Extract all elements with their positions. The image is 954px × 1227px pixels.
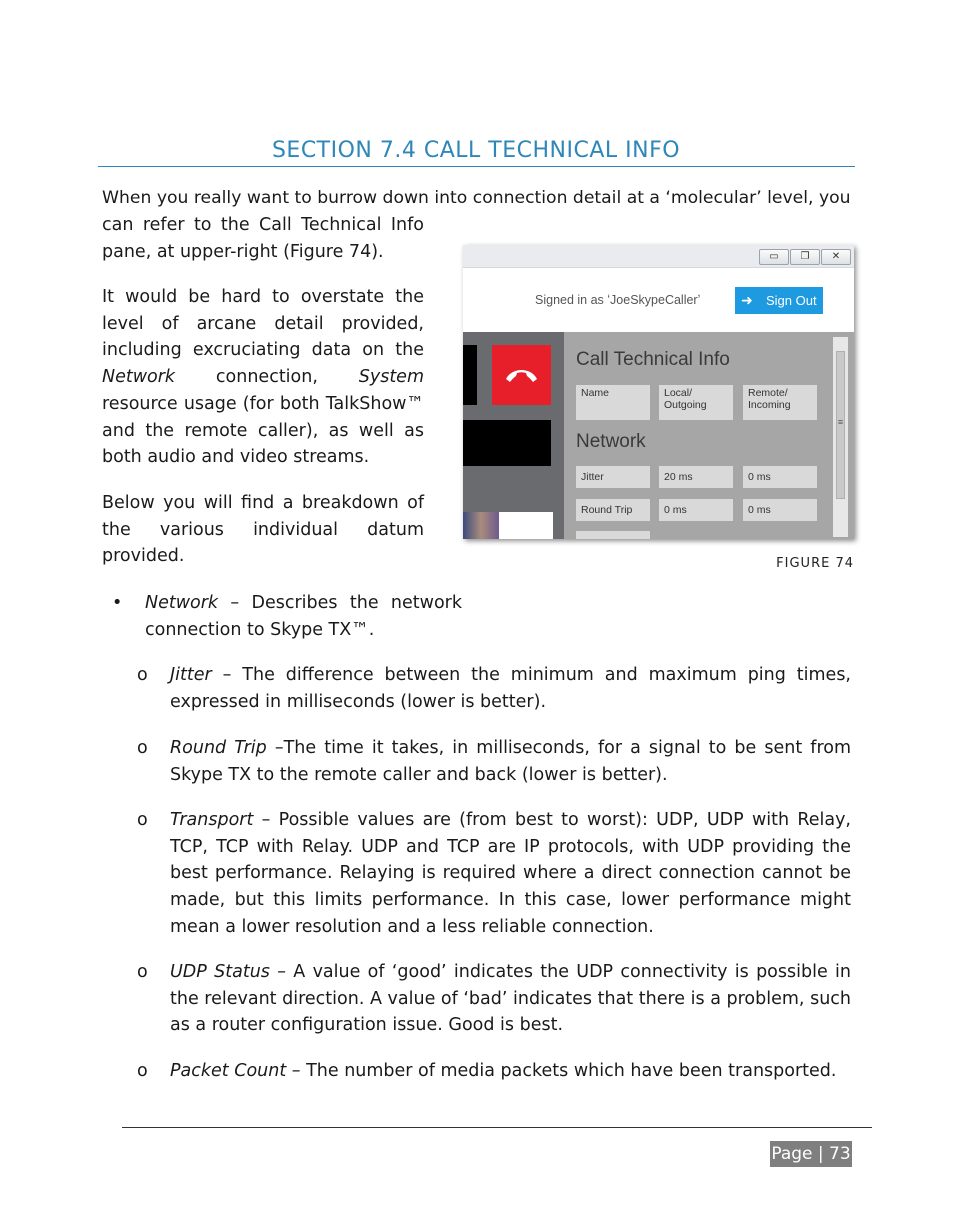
- row-partial-cell: [576, 531, 650, 539]
- call-technical-info-screenshot: [463, 245, 854, 539]
- row-partial-cell: [743, 531, 817, 539]
- packet-count-item: [170, 1058, 851, 1085]
- row-remote-cell: 0 ms: [743, 466, 817, 488]
- hang-up-button[interactable]: [492, 345, 551, 405]
- row-partial-cell: [659, 531, 733, 539]
- video-tile: [463, 345, 477, 405]
- video-tile: [463, 420, 551, 466]
- call-technical-info-panel: [564, 332, 854, 539]
- signed-in-label: Signed in as ʻJoeSkypeCallerʼ: [535, 293, 701, 307]
- transport-desc: – Possible values are (from best to worst): UDP, UDP with Relay, TCP, TCP with Relay. UDP and TCP are IP protocols, with UDP providing the best performance. Relaying is required where a direct connection cannot be made, but this limits performance. In this case, lower performance might mean a lower resolution and a less reliable connection.: [170, 810, 851, 937]
- sub-bullet-marker: o: [137, 665, 148, 685]
- restore-button[interactable]: [790, 249, 820, 265]
- network-term: Network: [102, 367, 176, 388]
- round-trip-desc: –The time it takes, in milliseconds, for a signal to be sent from Skype TX to the remote caller and back (lower is better).: [170, 738, 852, 785]
- network-bullet-desc: – Describes the network connection to Skype TX™.: [145, 593, 462, 640]
- network-bullet-term: Network: [145, 593, 219, 613]
- panel-title: Call Technical Info: [576, 349, 730, 370]
- detail-text-b: connection,: [175, 367, 359, 388]
- minimize-button[interactable]: [759, 249, 789, 265]
- row-name-cell: Jitter: [576, 466, 650, 488]
- transport-term: Transport: [170, 810, 254, 830]
- sign-out-icon: ➜: [741, 292, 753, 308]
- transport-item: [170, 807, 851, 941]
- row-local-cell: 20 ms: [659, 466, 733, 488]
- sub-bullet-marker: o: [137, 1061, 148, 1081]
- row-remote-cell: 0 ms: [743, 499, 817, 521]
- window-titlebar: [463, 245, 854, 268]
- video-thumbnail-image: [463, 512, 499, 539]
- figure-caption: FIGURE 74: [776, 556, 854, 571]
- close-icon: ✕: [831, 251, 841, 262]
- udp-status-item: [170, 959, 851, 1039]
- jitter-desc: – The difference between the minimum and maximum ping times, expressed in milliseconds (lower is better).: [170, 665, 851, 712]
- scrollbar-grip-icon: ≡: [837, 417, 844, 427]
- packet-count-desc: – The number of media packets which have been transported.: [286, 1061, 837, 1081]
- row-name-cell: Round Trip: [576, 499, 650, 521]
- panel-scrollbar[interactable]: [833, 337, 848, 537]
- restore-icon: ❐: [800, 251, 810, 262]
- jitter-item: [170, 662, 851, 715]
- bullet-marker: •: [112, 593, 123, 613]
- network-bullet-text: [145, 590, 462, 643]
- sub-bullet-marker: o: [137, 810, 148, 830]
- detail-text-c: resource usage (for both TalkShow™ and the remote caller), as well as both audio and video streams.: [102, 393, 424, 468]
- header-remote-cell: Remote/ Incoming: [743, 385, 817, 420]
- intro-line: When you really want to burrow down into connection detail at a ‘molecular’ level, you: [102, 188, 851, 208]
- heading-rule: [98, 166, 855, 167]
- footer-rule: [122, 1127, 872, 1128]
- jitter-term: Jitter: [170, 665, 212, 685]
- section-heading: SECTION 7.4 CALL TECHNICAL INFO: [271, 138, 681, 163]
- network-section-title: Network: [576, 431, 646, 452]
- page-number: Page | 73: [770, 1141, 852, 1167]
- breakdown-paragraph: Below you will find a breakdown of the various individual datum provided.: [102, 493, 424, 567]
- sub-bullet-marker: o: [137, 962, 148, 982]
- close-button[interactable]: [821, 249, 851, 265]
- sign-out-button[interactable]: [735, 287, 823, 314]
- row-local-cell: 0 ms: [659, 499, 733, 521]
- header-name-cell: Name: [576, 385, 650, 420]
- round-trip-item: [170, 735, 851, 788]
- round-trip-term: Round Trip: [170, 738, 267, 758]
- detail-text-a: It would be hard to overstate the level of arcane detail provided, including excruciating data on the: [102, 287, 424, 361]
- system-term: System: [358, 367, 424, 388]
- intro-paragraph: can refer to the Call Technical Info pane, at upper-right (Figure 74).: [102, 215, 424, 262]
- udp-status-term: UDP Status: [170, 962, 270, 982]
- minimize-icon: ▭: [769, 251, 779, 262]
- hang-up-icon: [492, 345, 551, 405]
- udp-status-desc: – A value of ‘good’ indicates the UDP connectivity is possible in the relevant direction. A value of ‘bad’ indicates that there is a problem, such as a router configuration issue. Good is best.: [170, 962, 851, 1036]
- detail-paragraph: [102, 284, 424, 471]
- header-local-cell: Local/ Outgoing: [659, 385, 733, 420]
- sign-out-label: Sign Out: [766, 293, 817, 308]
- sub-bullet-marker: o: [137, 738, 148, 758]
- packet-count-term: Packet Count: [170, 1061, 287, 1081]
